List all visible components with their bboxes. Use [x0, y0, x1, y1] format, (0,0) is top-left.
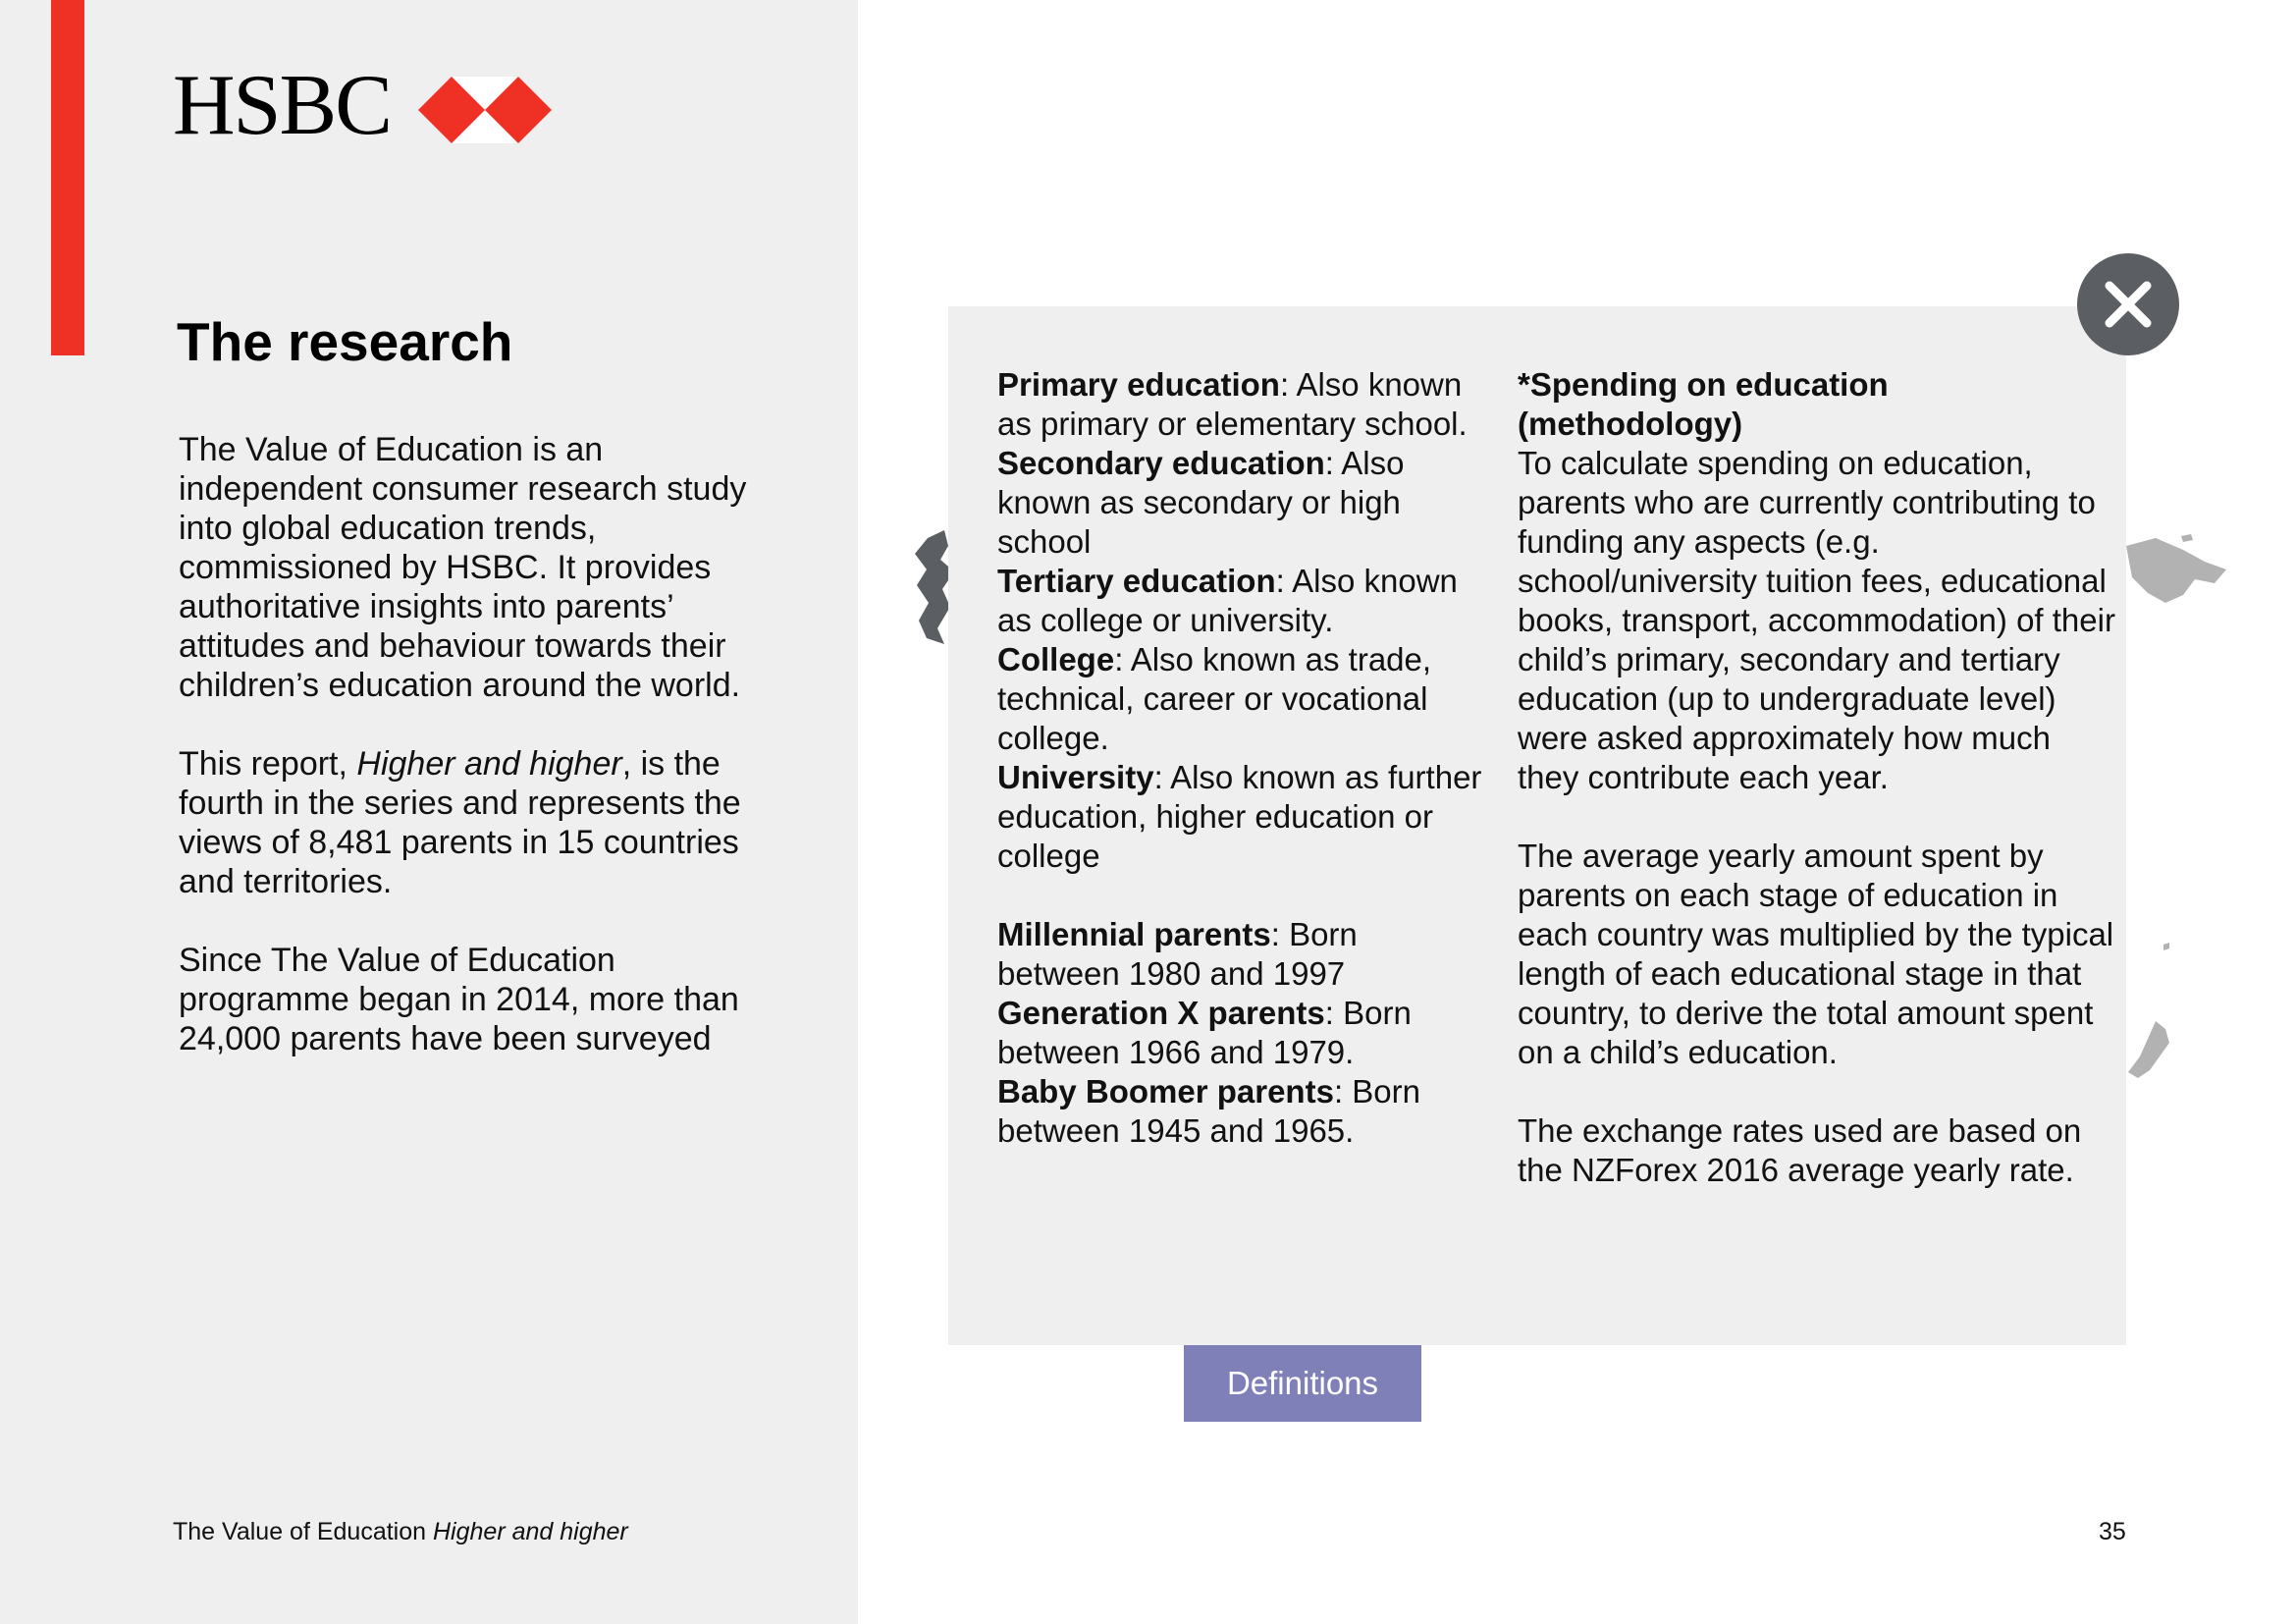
definition-term: University	[997, 759, 1154, 795]
definitions-tab[interactable]: Definitions	[1184, 1345, 1421, 1422]
page-title: The research	[177, 311, 513, 372]
definition-text: : Born between 1966 and 1979.	[997, 995, 1412, 1070]
definition-text: : Also known as trade, technical, career or vocational college.	[997, 641, 1432, 756]
definition-term: Tertiary education	[997, 563, 1276, 599]
definition-generation-x-parents	[997, 994, 1488, 1072]
map-landmass-new-zealand	[2128, 1021, 2169, 1078]
methodology-heading	[1518, 365, 2116, 444]
methodology-paragraph-1: To calculate spending on education, parents who are currently contributing to funding any aspects (e.g. school/university tuition fees, educational books, transport, accommodation) of their child’s primary, secondary and tertiary education (up to undergraduate level) were asked approximately how much they contribute each year.	[1518, 445, 2115, 795]
definition-term: Millennial parents	[997, 916, 1271, 952]
definition-text: : Also known as further education, higher education or college	[997, 759, 1482, 874]
logo-text: HSBC	[173, 58, 391, 153]
spacer	[1518, 1072, 2116, 1111]
definition-term: College	[997, 641, 1115, 677]
definition-text: : Born between 1980 and 1997	[997, 916, 1358, 992]
definition-secondary-education	[997, 444, 1488, 562]
definition-text: : Also known as college or university.	[997, 563, 1458, 638]
definitions-column-left	[997, 365, 1488, 1151]
definition-term: Primary education	[997, 366, 1280, 403]
methodology-column	[1518, 365, 2116, 1190]
map-landmass-east-asia	[2126, 538, 2226, 603]
definition-millennial-parents	[997, 915, 1488, 994]
intro-paragraph-1: The Value of Education is an independent consumer research study into global education trends, commissioned by HSBC. It provides authoritative insights into parents’ attitudes and behaviour towards their children’s education around the world.	[179, 431, 747, 704]
definition-term: Secondary education	[997, 445, 1325, 481]
definition-text: : Born between 1945 and 1965.	[997, 1073, 1420, 1149]
spacer	[997, 876, 1488, 915]
definition-term: Baby Boomer parents	[997, 1073, 1334, 1110]
methodology-paragraph-3: The exchange rates used are based on the NZForex 2016 average yearly rate.	[1518, 1112, 2082, 1188]
intro-paragraph-2-suffix: , is the fourth in the series and represents the views of 8,481 parents in 15 countries and territories.	[179, 745, 741, 900]
methodology-paragraph-2: The average yearly amount spent by parents on each stage of education in each country was multiplied by the typical length of each educational stage in that country, to derive the total amount spent on a child’s education.	[1518, 838, 2114, 1070]
definitions-card	[948, 306, 2126, 1345]
methodology-heading-text: *Spending on education (methodology)	[1518, 366, 1889, 442]
close-icon	[2077, 253, 2179, 355]
spacer	[1518, 797, 2116, 837]
definition-baby-boomer-parents	[997, 1072, 1488, 1151]
map-landmass-small-island	[2181, 534, 2193, 542]
definition-text: : Also known as secondary or high school	[997, 445, 1405, 560]
footer-report-subtitle: Higher and higher	[433, 1518, 628, 1545]
report-title-italic: Higher and higher	[356, 745, 622, 783]
definition-university	[997, 758, 1488, 876]
definition-college	[997, 640, 1488, 758]
footer-report-title: The Value of Education	[173, 1518, 427, 1545]
close-button[interactable]	[2077, 253, 2179, 355]
definition-term: Generation X parents	[997, 995, 1325, 1031]
page-number: 35	[2099, 1518, 2126, 1545]
definition-text: : Also known as primary or elementary school.	[997, 366, 1468, 442]
map-landmass-pacific-island	[2163, 943, 2169, 950]
definition-tertiary-education	[997, 562, 1488, 640]
intro-paragraph-3: Since The Value of Education programme began in 2014, more than 24,000 parents have been surveyed	[179, 942, 739, 1057]
definition-primary-education	[997, 365, 1488, 444]
intro-paragraph-2-prefix: This report,	[179, 745, 357, 783]
